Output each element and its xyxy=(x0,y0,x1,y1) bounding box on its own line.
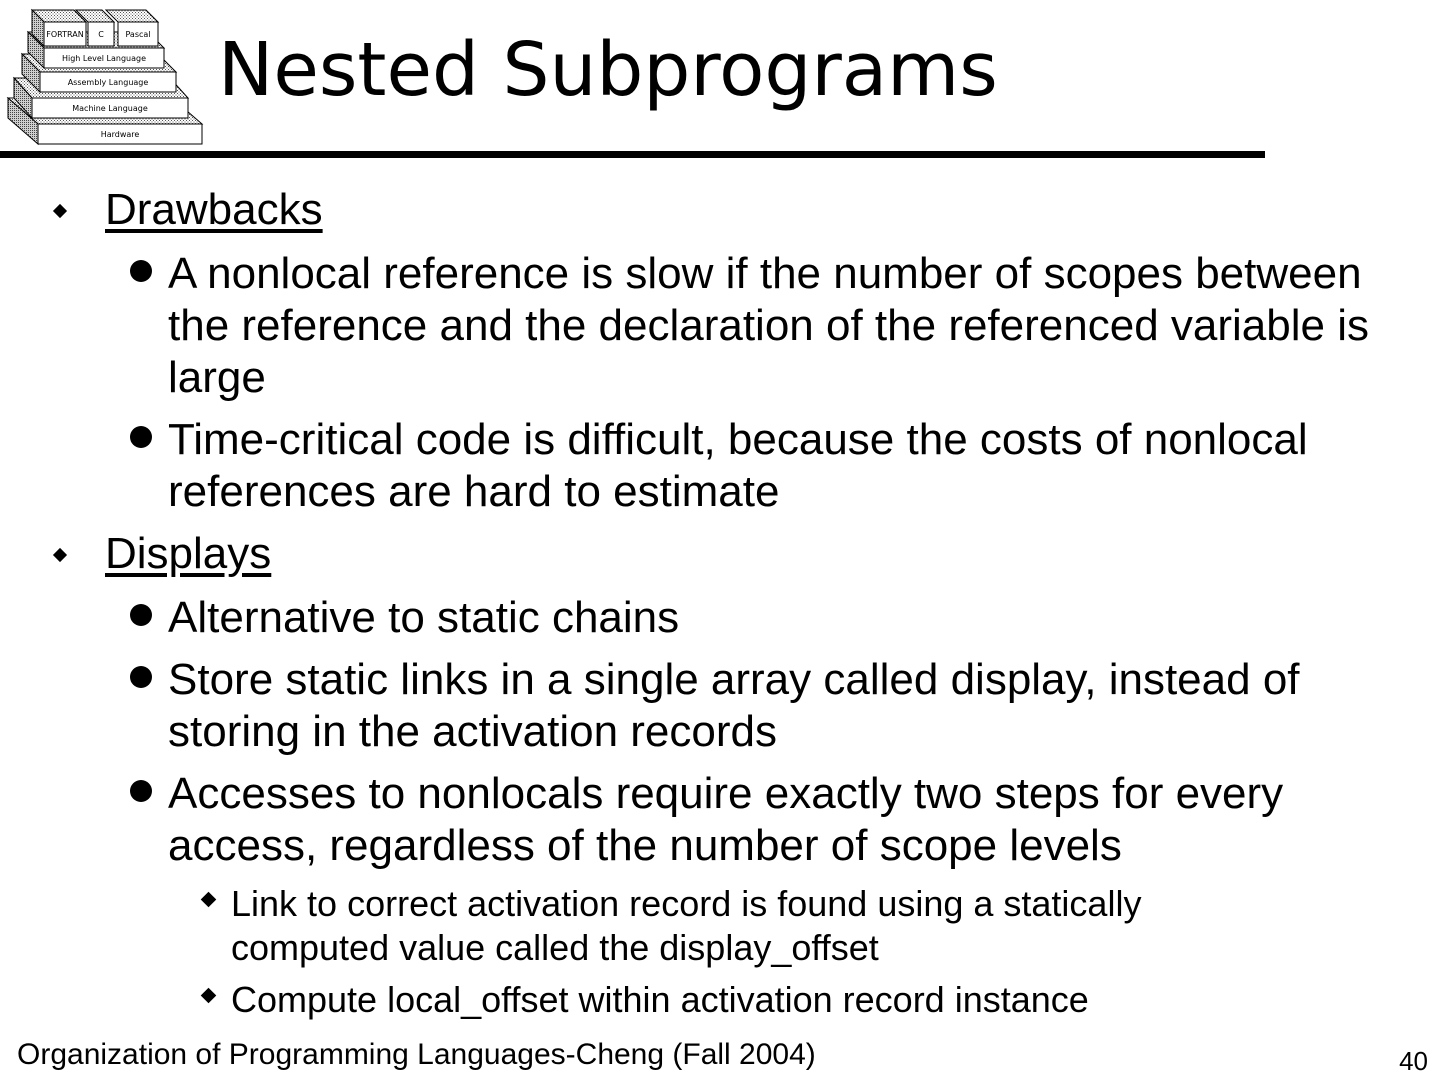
round-bullet-icon xyxy=(130,780,152,802)
svg-text:Assembly Language: Assembly Language xyxy=(67,78,149,87)
sub-bullet xyxy=(0,654,1440,758)
diamond-bullet-icon xyxy=(201,988,217,1004)
sub-bullet-text: Alternative to static chains xyxy=(168,593,680,642)
sub-sub-bullet xyxy=(0,882,1440,970)
sub-bullet xyxy=(0,248,1440,404)
diamond-bullet-icon xyxy=(53,548,67,562)
svg-text:Machine Language: Machine Language xyxy=(72,104,148,113)
round-bullet-icon xyxy=(130,260,152,282)
sub-sub-bullet xyxy=(0,978,1440,1022)
sub-sub-bullet-text: Link to correct activation record is found using a statically computed value called the display_offset xyxy=(231,883,1142,968)
sub-bullet-text: Accesses to nonlocals require exactly two steps for every access, regardless of the number of scope levels xyxy=(168,769,1284,870)
sub-bullet-text: Store static links in a single array called display, instead of storing in the activation records xyxy=(168,655,1300,756)
sub-bullet xyxy=(0,592,1440,644)
sub-bullet xyxy=(0,768,1440,872)
svg-text:Hardware: Hardware xyxy=(100,130,140,139)
language-hierarchy-logo-icon xyxy=(0,6,210,148)
round-bullet-icon xyxy=(130,666,152,688)
page-number: 40 xyxy=(1399,1046,1428,1076)
slide-footer: Organization of Programming Languages-Cheng (Fall 2004) xyxy=(17,1038,816,1071)
bullet-heading: Drawbacks xyxy=(105,185,323,234)
sub-bullet-text: A nonlocal reference is slow if the number of scopes between the reference and the declaration of the referenced variable is large xyxy=(168,249,1369,402)
svg-text:FORTRAN: FORTRAN xyxy=(46,30,84,39)
title-divider xyxy=(0,151,1265,158)
sub-bullet-text: Time-critical code is difficult, because the costs of nonlocal references are hard to estimate xyxy=(168,415,1308,516)
slide-title: Nested Subprograms xyxy=(218,27,998,113)
svg-text:High Level Language: High Level Language xyxy=(61,54,147,63)
svg-text:Pascal: Pascal xyxy=(125,30,151,39)
sub-sub-bullet-text: Compute local_offset within activation record instance xyxy=(231,979,1089,1020)
bullet-heading: Displays xyxy=(105,529,272,578)
bullet-displays xyxy=(0,528,1440,580)
svg-text:C: C xyxy=(98,30,104,39)
round-bullet-icon xyxy=(130,604,152,626)
diamond-bullet-icon xyxy=(53,204,67,218)
bullet-drawbacks xyxy=(0,184,1440,236)
sub-bullet xyxy=(0,414,1440,518)
round-bullet-icon xyxy=(130,426,152,448)
slide-content xyxy=(0,184,1440,1030)
diamond-bullet-icon xyxy=(201,892,217,908)
